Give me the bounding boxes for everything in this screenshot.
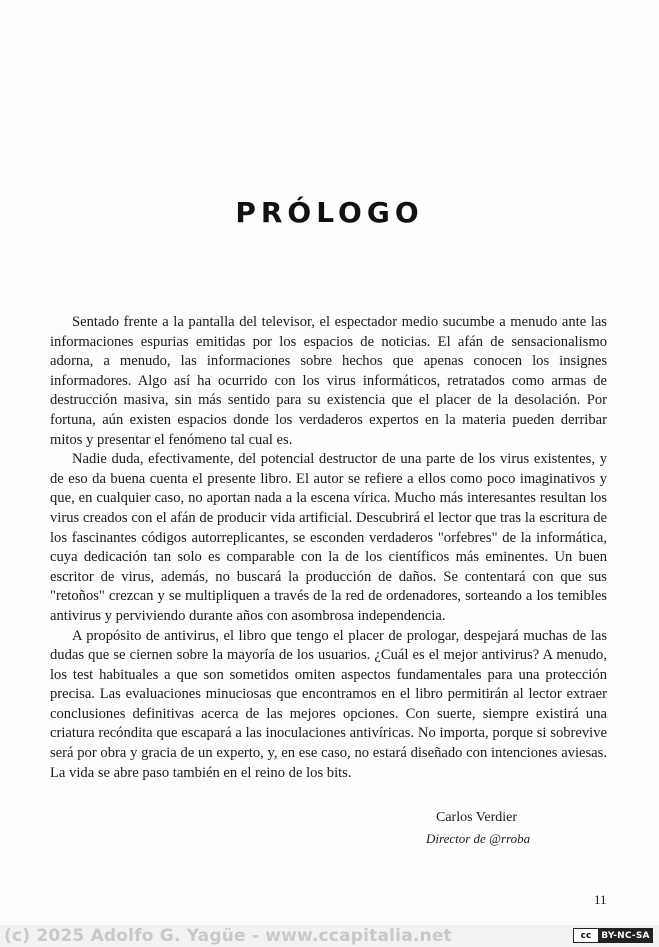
paragraph-1: Sentado frente a la pantalla del televisor, el espectador medio sucumbe a menudo ante las informaciones espurias emitidas por los espacios de noticias. El afán de sensacionalismo adorna, a menudo, las informaciones sobre hechos que apenas conocen los insignes informadores. Algo así ha ocurrido con los virus informáticos, retratados como armas de destrucción masiva, sin más sentido para su existencia que el placer de la desolación. Por fortuna, aún existen espacios donde los verdaderos expertos en la materia pueden derribar mitos y presentar el fenómeno tal cual es. bbox=[50, 314, 607, 448]
author-name: Carlos Verdier bbox=[436, 810, 517, 825]
watermark-footer bbox=[0, 925, 659, 947]
cc-icon: cc bbox=[574, 929, 599, 942]
page-number: 11 bbox=[594, 892, 607, 907]
paragraph-3: A propósito de antivirus, el libro que tengo el placer de prologar, despejará muchas de las dudas que se ciernen sobre la mayoría de los usuarios. ¿Cuál es el mejor antivirus? A menudo, los test habituales a que son sometidos omiten aspectos fundamentales para una protección precisa. Las evaluaciones minuciosas que encontramos en el libro permitirán al lector extraer conclusiones definitivas acerca de las mejores opciones. Con suerte, siempre existirá una criatura recóndita que escapará a las inoculaciones antivíricas. No importa, porque si sobrevive será por obra y gracia de un experto, y, en ese caso, no estará diseñado con intenciones aviesas. La vida se abre paso también en el reino de los bits. bbox=[50, 627, 607, 781]
paragraph-2: Nadie duda, efectivamente, del potencial destructor de una parte de los virus existentes, y de eso da buena cuenta el presente libro. El autor se refiere a ellos como poco imaginativos y que, en cualquier caso, no aportan nada a la escena vírica. Mucho más interesantes resultan los virus creados con el afán de producir vida artificial. Descubrirá el lector que tras la escritura de los fascinantes códigos autorreplicantes, se esconden verdaderos "orfebres" de la informática, cuya dedicación tan solo es comparable con la de los científicos más eminentes. Un buen escritor de virus, además, no buscará la producción de daños. Se contentará con que sus "retoños" crezcan y se multipliquen a través de la red de ordenadores, sorteando a los temibles antivirus y perviviendo durante años con asombrosa independencia. bbox=[50, 451, 607, 624]
chapter-title: PRÓLOGO bbox=[235, 196, 424, 229]
prologue-body bbox=[50, 313, 607, 783]
author-role: Director de @rroba bbox=[426, 831, 531, 846]
copyright-notice: (c) 2025 Adolfo G. Yagüe - www.ccapitalia.net bbox=[4, 926, 452, 946]
license-terms: BY-NC-SA bbox=[599, 929, 652, 942]
cc-license-badge[interactable] bbox=[573, 928, 653, 943]
